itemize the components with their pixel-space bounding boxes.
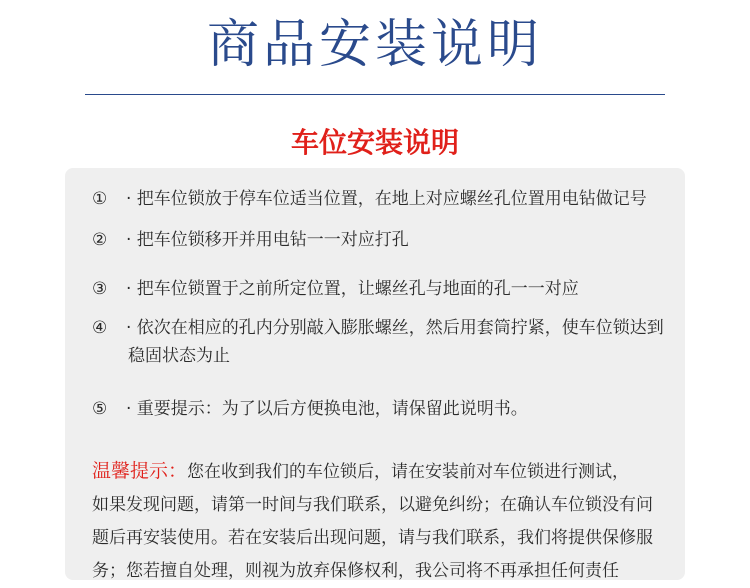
step-text-continued: 稳固状态为止 (128, 346, 230, 366)
step-number: ① (92, 189, 108, 209)
step-number: ② (92, 230, 108, 250)
step-number: ④ (92, 318, 108, 338)
step-1 (92, 185, 672, 213)
warm-tip (92, 455, 672, 588)
step-number: ③ (92, 279, 108, 299)
title-divider (85, 94, 665, 95)
step-4 (92, 314, 672, 370)
step-text: · 依次在相应的孔内分别敲入膨胀螺丝，然后用套筒拧紧，使车位锁达到 (126, 318, 664, 338)
warm-tip-label: 温馨提示： (92, 460, 188, 482)
section-title: 车位安装说明 (290, 126, 459, 159)
warm-tip-line-3: 题后再安装使用。若在安装后出现问题，请与我们联系，我们将提供保修服 (92, 528, 653, 548)
step-number: ⑤ (92, 399, 108, 419)
warm-tip-line-1: 温馨提示：您在收到我们的车位锁后，请在安装前对车位锁进行测试， (92, 460, 630, 482)
step-text: · 把车位锁移开并用电钻一一对应打孔 (126, 230, 409, 250)
step-2 (92, 226, 672, 254)
step-text: · 把车位锁放于停车位适当位置，在地上对应螺丝孔位置用电钻做记号 (126, 189, 647, 209)
step-3 (92, 275, 672, 303)
step-text: · 把车位锁置于之前所定位置，让螺丝孔与地面的孔一一对应 (126, 279, 579, 299)
step-5 (92, 395, 672, 423)
warm-tip-line-4: 务；您若擅自处理，则视为放弃保修权利，我公司将不再承担任何责任 (92, 561, 619, 581)
warm-tip-line-2: 如果发现问题，请第一时间与我们联系，以避免纠纷；在确认车位锁没有问 (92, 495, 653, 515)
step-text: · 重要提示：为了以后方便换电池，请保留此说明书。 (126, 399, 528, 419)
page-title: 商品安装说明 (206, 15, 543, 75)
